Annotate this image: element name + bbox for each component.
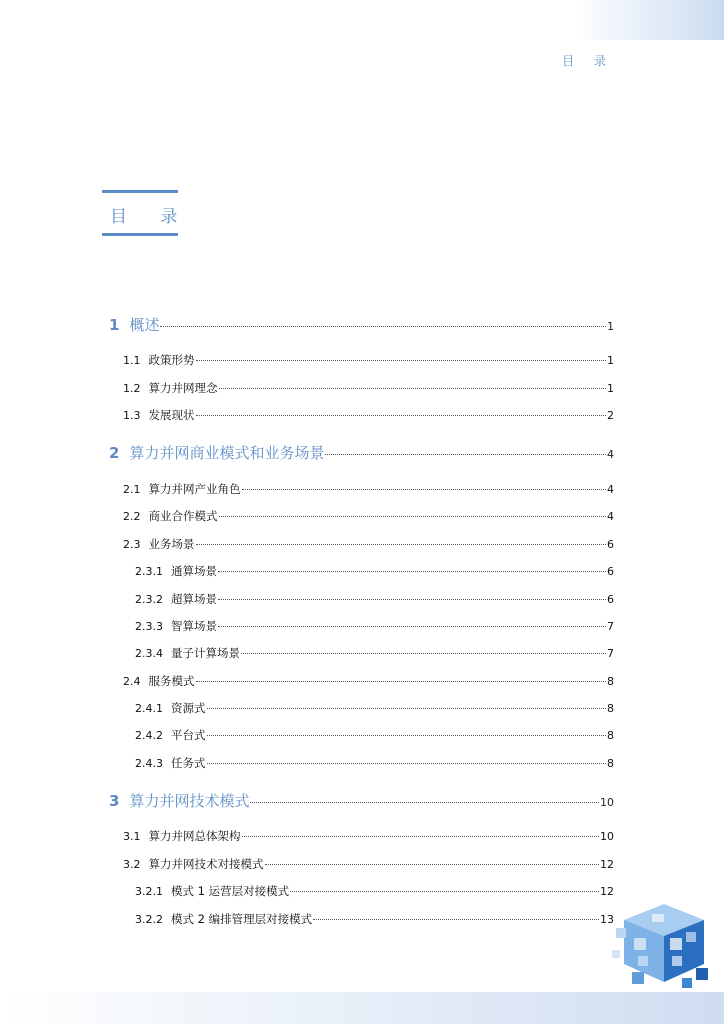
entry-page: 7 — [607, 647, 614, 660]
entry-number: 2.3 — [123, 538, 141, 551]
entry-number: 1.1 — [123, 354, 141, 367]
entry-number: 2.4 — [123, 675, 141, 688]
dot-leader — [313, 919, 599, 920]
entry-title: 概述 — [129, 316, 160, 334]
entry-page: 6 — [607, 538, 614, 551]
entry-title: 模式 1 运营层对接模式 — [171, 884, 290, 898]
entry-page: 10 — [600, 830, 614, 843]
entry-number: 2 — [109, 444, 120, 462]
entry-number: 3.2 — [123, 858, 141, 871]
dot-leader — [207, 763, 607, 764]
toc-entry[interactable] — [0, 911, 614, 927]
dot-leader — [207, 735, 607, 736]
entry-number: 2.1 — [123, 483, 141, 496]
dot-leader — [196, 544, 607, 545]
entry-title: 平台式 — [171, 728, 206, 742]
footer-decoration — [0, 992, 724, 1024]
dot-leader — [219, 516, 607, 517]
entry-number: 1.3 — [123, 409, 141, 422]
entry-page: 6 — [607, 593, 614, 606]
entry-title: 算力并网总体架构 — [148, 829, 241, 843]
dot-leader — [290, 891, 599, 892]
dot-leader — [218, 599, 606, 600]
entry-number: 2.3.2 — [135, 593, 163, 606]
entry-title: 算力并网技术模式 — [129, 792, 250, 810]
dot-leader — [218, 626, 606, 627]
entry-title: 资源式 — [171, 701, 206, 715]
toc-heading: 目 录 — [110, 207, 192, 227]
toc-entry[interactable] — [0, 883, 614, 899]
toc-entry[interactable] — [0, 536, 614, 552]
entry-page: 4 — [607, 510, 614, 523]
entry-title: 发展现状 — [148, 408, 195, 422]
dot-leader — [242, 836, 600, 837]
entry-page: 4 — [607, 483, 614, 496]
entry-title: 算力并网理念 — [148, 381, 218, 395]
toc-entry[interactable] — [0, 380, 614, 396]
toc-entry[interactable] — [0, 727, 614, 743]
entry-page: 4 — [607, 448, 614, 461]
toc-entry[interactable] — [0, 790, 614, 811]
dot-leader — [218, 571, 606, 572]
entry-page: 8 — [607, 702, 614, 715]
toc-entry[interactable] — [0, 508, 614, 524]
entry-number: 2.3.1 — [135, 565, 163, 578]
running-header: 目 录 — [562, 54, 614, 68]
entry-title: 算力并网商业模式和业务场景 — [129, 444, 325, 462]
toc-heading-block — [102, 190, 192, 236]
entry-title: 商业合作模式 — [148, 509, 218, 523]
entry-number: 1.2 — [123, 382, 141, 395]
toc-entry[interactable] — [0, 352, 614, 368]
entry-page: 7 — [607, 620, 614, 633]
entry-page: 2 — [607, 409, 614, 422]
heading-top-rule — [102, 190, 178, 193]
dot-leader — [241, 653, 606, 654]
toc-entry[interactable] — [0, 755, 614, 771]
entry-title: 算力并网技术对接模式 — [148, 857, 264, 871]
dot-leader — [242, 489, 607, 490]
toc-entry[interactable] — [0, 828, 614, 844]
entry-title: 智算场景 — [171, 619, 217, 633]
entry-title: 业务场景 — [148, 537, 195, 551]
entry-page: 12 — [600, 858, 614, 871]
dot-leader — [265, 864, 600, 865]
entry-title: 超算场景 — [171, 592, 217, 606]
heading-bottom-rule — [102, 233, 178, 236]
entry-title: 算力并网产业角色 — [148, 482, 241, 496]
entry-title: 量子计算场景 — [171, 646, 240, 660]
toc-entry[interactable] — [0, 618, 614, 634]
entry-number: 3.2.1 — [135, 885, 163, 898]
toc-entry[interactable] — [0, 700, 614, 716]
dot-leader — [219, 388, 607, 389]
dot-leader — [160, 326, 606, 327]
entry-page: 8 — [607, 729, 614, 742]
toc-entry[interactable] — [0, 645, 614, 661]
toc-entry[interactable] — [0, 407, 614, 423]
dot-leader — [196, 681, 607, 682]
entry-number: 2.3.4 — [135, 647, 163, 660]
toc-entry[interactable] — [0, 563, 614, 579]
dot-leader — [196, 415, 607, 416]
entry-title: 任务式 — [171, 756, 206, 770]
entry-page: 10 — [600, 796, 614, 809]
entry-page: 6 — [607, 565, 614, 578]
toc-entry[interactable] — [0, 856, 614, 872]
toc-entry[interactable] — [0, 591, 614, 607]
entry-number: 3.2.2 — [135, 913, 163, 926]
toc-entry[interactable] — [0, 481, 614, 497]
entry-number: 3.1 — [123, 830, 141, 843]
toc-entry[interactable] — [0, 442, 614, 463]
cube-logo-icon — [612, 898, 716, 996]
entry-page: 1 — [607, 320, 614, 333]
toc-entry[interactable] — [0, 673, 614, 689]
entry-title: 政策形势 — [148, 353, 195, 367]
dot-leader — [196, 360, 607, 361]
entry-number: 1 — [109, 316, 120, 334]
entry-title: 服务模式 — [148, 674, 195, 688]
entry-page: 12 — [600, 885, 614, 898]
entry-page: 8 — [607, 675, 614, 688]
entry-title: 模式 2 编排管理层对接模式 — [171, 912, 313, 926]
dot-leader — [325, 454, 606, 455]
entry-page: 13 — [600, 913, 614, 926]
entry-page: 8 — [607, 757, 614, 770]
entry-number: 2.2 — [123, 510, 141, 523]
entry-title: 通算场景 — [171, 564, 217, 578]
entry-number: 2.4.1 — [135, 702, 163, 715]
toc-entry[interactable] — [0, 314, 614, 335]
entry-number: 2.3.3 — [135, 620, 163, 633]
entry-number: 2.4.3 — [135, 757, 163, 770]
entry-number: 2.4.2 — [135, 729, 163, 742]
dot-leader — [207, 708, 607, 709]
entry-page: 1 — [607, 354, 614, 367]
entry-number: 3 — [109, 792, 120, 810]
dot-leader — [250, 802, 599, 803]
header-decoration — [574, 0, 724, 40]
entry-page: 1 — [607, 382, 614, 395]
